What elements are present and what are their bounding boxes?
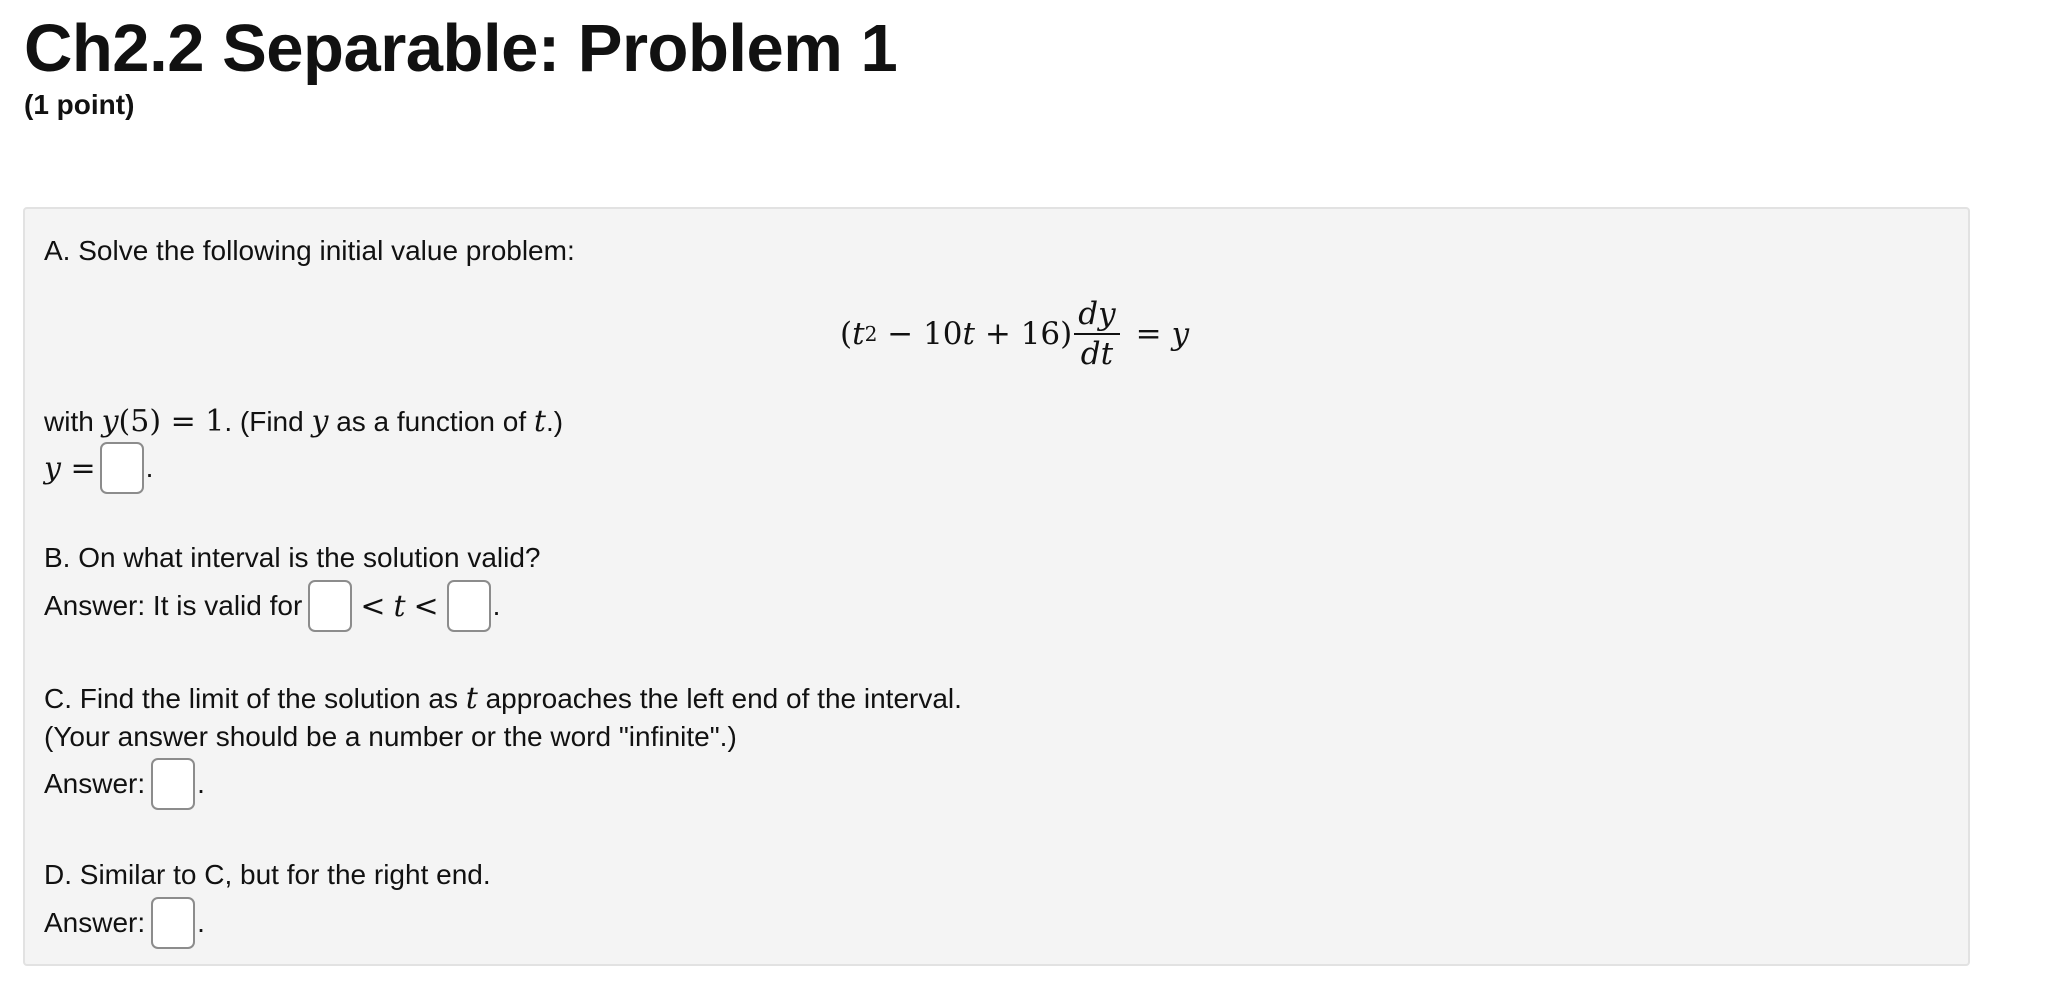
part-c-note: (Your answer should be a number or the word "infinite".)	[44, 721, 737, 752]
fraction-denominator: dt	[1080, 336, 1114, 372]
initial-condition-line	[44, 404, 563, 439]
part-c-prompt-2: approaches the left end of the interval.	[477, 682, 962, 714]
part-b-answer-label: Answer: It is valid for	[44, 590, 303, 621]
find-y: y	[311, 404, 329, 439]
find-text-3: .)	[545, 405, 564, 437]
part-d-answer-label: Answer:	[44, 907, 146, 938]
right-limit-input[interactable]	[151, 897, 195, 949]
part-c-t: t	[465, 681, 478, 716]
eq-rest: + 16)	[975, 316, 1073, 352]
ic-y: y	[101, 404, 119, 439]
interval-lower-input[interactable]	[308, 580, 352, 632]
find-text-2: as a function of	[328, 405, 534, 437]
part-c-answer-line	[44, 758, 205, 810]
derivative-fraction	[1074, 297, 1119, 371]
part-a-answer-input[interactable]	[100, 442, 144, 494]
eq-mid: − 10	[877, 316, 963, 352]
less-than-1: <	[360, 588, 386, 624]
part-d-prompt: D. Similar to C, but for the right end.	[44, 859, 491, 890]
part-b-answer-line	[44, 580, 500, 632]
answer-equals: =	[60, 450, 96, 486]
problem-panel	[23, 207, 1970, 966]
points-label: (1 point)	[24, 89, 135, 120]
ic-arg: (5)	[118, 404, 162, 439]
part-b-prompt: B. On what interval is the solution valid?	[44, 542, 541, 573]
part-c-answer-label: Answer:	[44, 768, 146, 799]
left-limit-input[interactable]	[151, 758, 195, 810]
fraction-numerator: dy	[1074, 297, 1119, 335]
part-d-answer-line	[44, 897, 205, 949]
period: .	[145, 452, 154, 483]
find-text-1: . (Find	[224, 405, 312, 437]
eq-equals: =	[1135, 316, 1162, 352]
period: .	[197, 907, 205, 938]
eq-t: t	[852, 316, 865, 352]
page-title: Ch2.2 Separable: Problem 1	[24, 11, 898, 86]
period: .	[492, 590, 501, 621]
with-text: with	[44, 405, 102, 437]
eq-open: (	[840, 316, 853, 352]
less-than-2: <	[413, 588, 439, 624]
interval-upper-input[interactable]	[447, 580, 491, 632]
interval-t: t	[393, 588, 406, 624]
part-c-prompt-1: C. Find the limit of the solution as	[44, 682, 466, 714]
differential-equation: ( t 2 − 10 t + 16) $\frac{dy}{dt}$ = y	[840, 295, 1190, 372]
part-c-prompt	[44, 681, 962, 716]
part-a-prompt: A. Solve the following initial value problem:	[44, 235, 575, 266]
part-a-answer-line	[44, 442, 153, 494]
eq-rhs: y	[1171, 316, 1190, 352]
ic-value: = 1	[161, 404, 225, 439]
eq-t2: t	[962, 316, 976, 352]
period: .	[197, 768, 205, 799]
answer-y: y	[44, 450, 61, 486]
find-t: t	[533, 404, 546, 439]
